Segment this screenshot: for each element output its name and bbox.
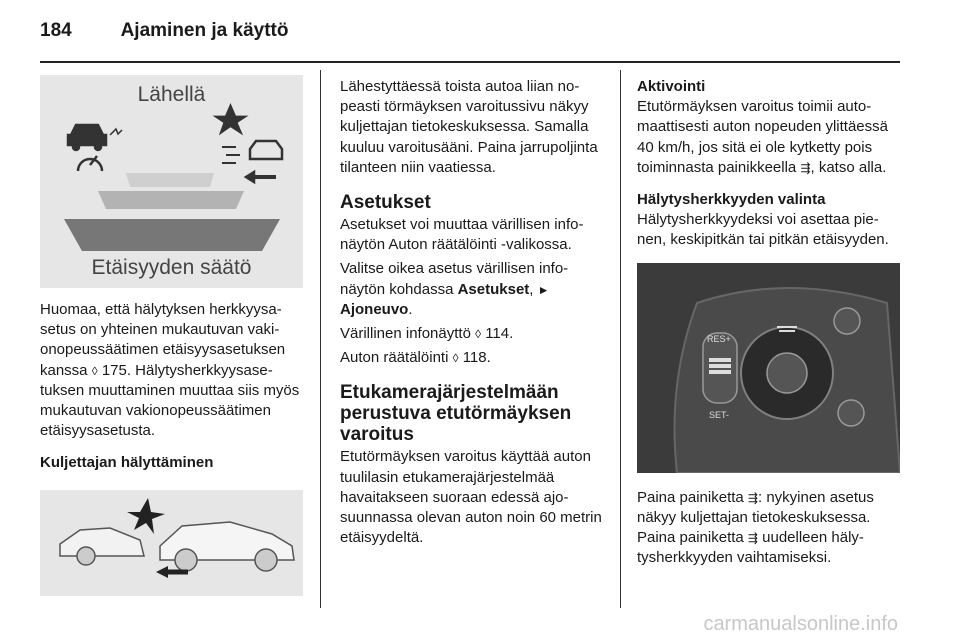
sensitivity-text: Hälytysherkkyydeksi voi asettaa pienen, keskipitkän tai pitkän etäisyyden. [637,211,889,249]
steering-wheel-figure [637,263,900,473]
alert-star-icon [127,498,165,534]
page-title: Ajaminen ja käyttö [120,20,289,41]
distance-bar-near [126,173,214,187]
ref-arrow-icon: ◊ [91,363,98,378]
sensitivity-note: Huomaa, että hälytyksen herkkyysasetus on yhteinen mukautuvan vakionopeussäätimen etäisyysasetuksen kanssa ◊ 175. Hälytysherkkyysasetuksen muuttaminen muuttaa siis myös mukautuvan vakionopeussäätimen etäisyysasetusta. [40,301,300,440]
steering-controls-illustration [637,263,900,473]
column-divider-1 [320,70,321,608]
driver-alert-figure [40,490,303,596]
driver-alert-heading: Kuljettajan hälyttäminen [40,454,214,472]
collision-alert-icon [213,103,283,182]
cars-illustration [40,490,303,596]
column-divider-2 [620,70,621,608]
page-header [40,20,288,42]
column-2 [340,77,602,560]
collision-button-icon: ⇶ [747,490,758,505]
figure-label-distance: Etäisyyden säätö [91,256,252,279]
press-button-text-2: Paina painiketta ⇶ uudelleen hälytysherkkyyden vaihtamiseksi. [637,529,864,567]
approach-warning-text: Lähestyttäessä toista autoa liian nopeasti törmäyksen varoitussivu näkyy kuljettajan tietokeskuksessa. Samalla kuuluu varoitusääni. Paina jarrupoljinta tilanteen niin vaatiessa. [340,78,598,176]
header-rule [40,61,900,63]
nav-arrow-icon: ► [537,282,550,297]
settings-path-text: Valitse oikea asetus värillisen infonäytön kohdassa Asetukset, ► Ajoneuvo. [340,260,569,318]
camera-heading: Etukamerajärjestelmään perustuva etutörmäyksen varoitus [340,382,572,446]
settings-text: Asetukset voi muuttaa värillisen infonäytön Auton räätälöinti -valikossa. [340,216,584,254]
figure-label-near: Lähellä [137,83,206,106]
column-3 [637,77,902,580]
distance-bar-far [64,219,280,251]
column-1 [40,75,304,596]
sensitivity-heading: Hälytysherkkyyden valinta [637,191,826,209]
car-speed-icon [68,125,122,171]
res-label: RES+ [707,333,731,344]
watermark: carmanualsonline.info [703,613,898,635]
color-display-ref: Värillinen infonäyttö ◊ 114. [340,325,514,343]
distance-bar-mid [98,191,244,209]
ref-arrow-icon: ◊ [452,351,459,366]
collision-button-icon: ⇶ [747,531,758,546]
ref-arrow-icon: ◊ [475,327,482,342]
customisation-ref: Auton räätälöinti ◊ 118. [340,349,491,367]
press-button-text-1: Paina painiketta ⇶: nykyinen asetus näkyy kuljettajan tietokeskuksessa. [637,488,874,526]
settings-heading: Asetukset [340,192,431,214]
distance-setting-figure [40,75,303,288]
activation-text: Etutörmäyksen varoitus toimii automaattisesti auton nopeuden ylittäessä 40 km/h, jos sitä ei ole kytketty pois toiminnasta painikkeella ⇶, katso alla. [637,98,888,176]
set-label: SET- [709,409,730,420]
page-number: 184 [40,20,72,41]
camera-text: Etutörmäyksen varoitus käyttää auton tuulilasin etukamerajärjestelmää havaitakseen suoraan edessä ajosuunnassa olevan auton noin 60 metrin etäisyydeltä. [340,448,602,547]
collision-button-icon: ⇶ [800,160,811,175]
activation-heading: Aktivointi [637,78,706,95]
